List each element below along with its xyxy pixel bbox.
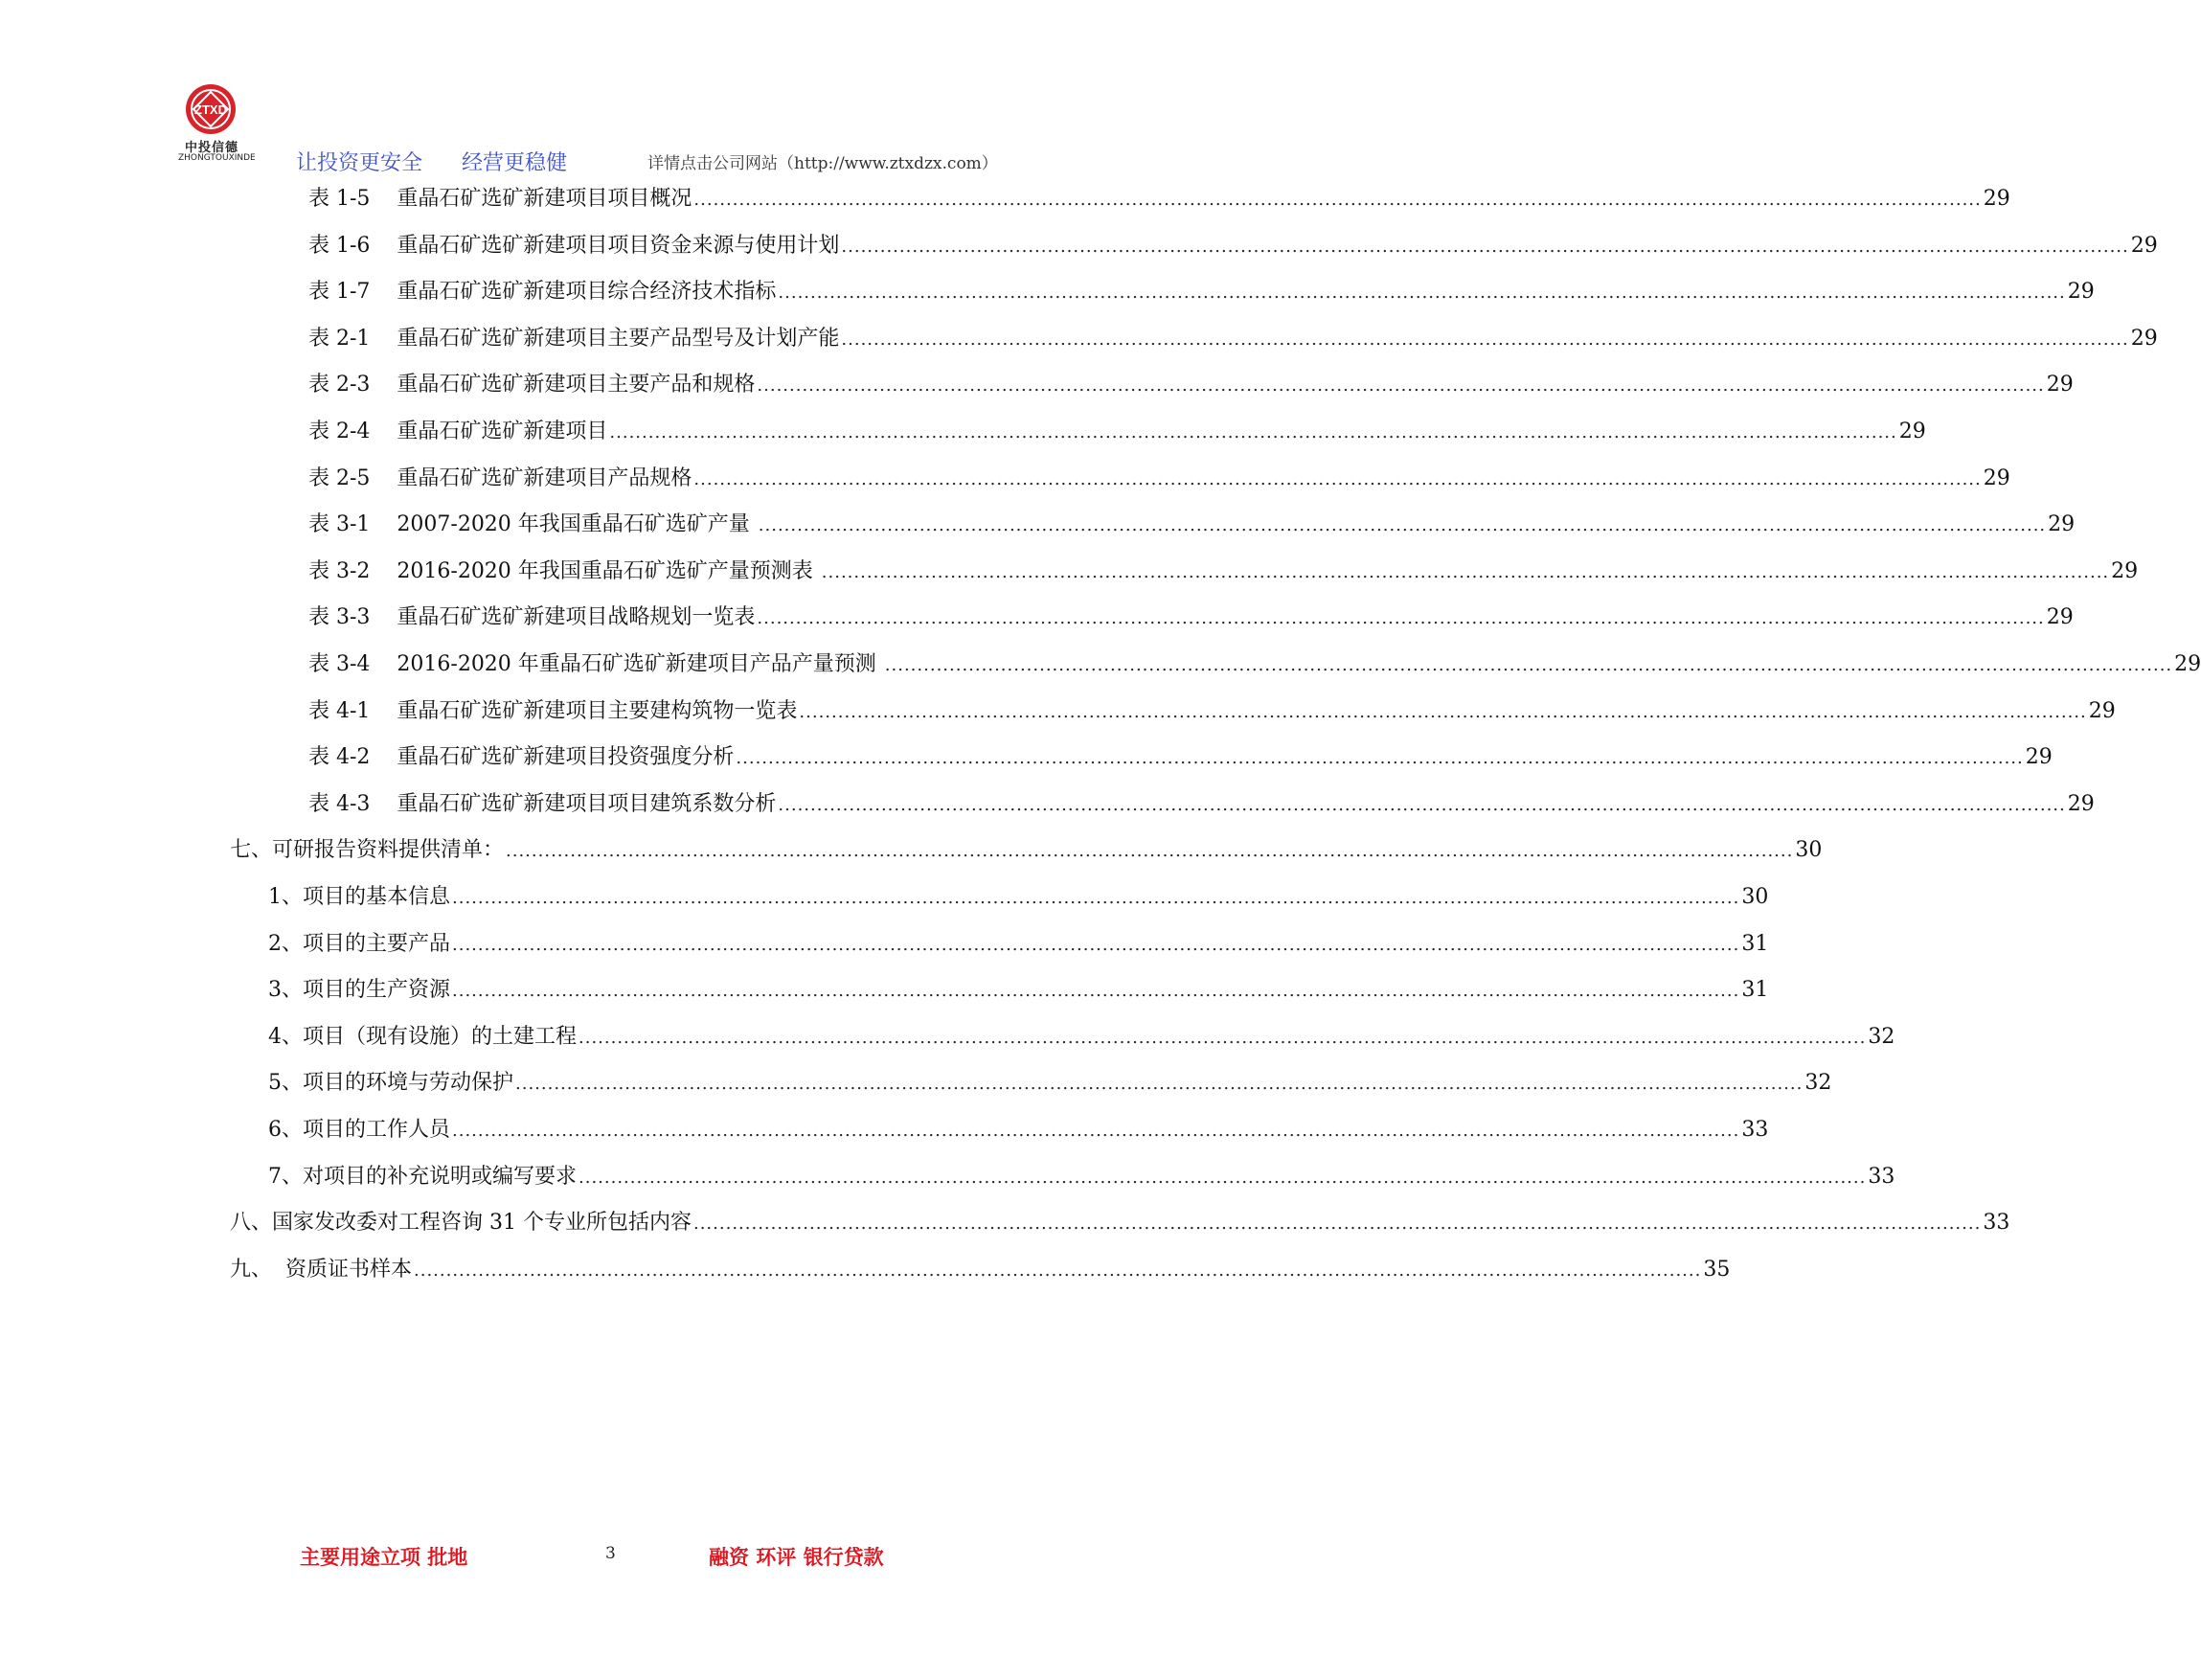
toc-entry[interactable] [268, 1066, 1832, 1096]
toc-entry-page: 31 [1741, 978, 1769, 1003]
toc-entry-page: 31 [1741, 931, 1769, 956]
footer-right: 融资 环评 银行贷款 [709, 1546, 884, 1569]
toc-entry-label: 表 4-2 重晶石矿选矿新建项目投资强度分析 [308, 745, 735, 770]
toc-entry-label: 表 4-3 重晶石矿选矿新建项目项目建筑系数分析 [308, 791, 777, 816]
toc-entry[interactable] [308, 740, 2053, 770]
toc-leader-dots: ........................................................................................................................................................................................................ [452, 1121, 1740, 1141]
toc-leader-dots: ........................................................................................................................................................................................................ [757, 375, 2045, 397]
toc-entry-label: 表 3-2 2016-2020 年我国重晶石矿选矿产量预测表 [308, 558, 820, 583]
toc-leader-dots: ........................................................................................................................................................................................................ [799, 701, 2087, 722]
toc-leader-dots: ........................................................................................................................................................................................................ [452, 934, 1740, 955]
toc-leader-dots: ........................................................................................................................................................................................................ [841, 329, 2129, 350]
toc-leader-dots: ........................................................................................................................................................................................................ [821, 561, 2110, 582]
logo-en-name: ZHONGTOUXINDE [178, 153, 256, 163]
toc-leader-dots: ........................................................................................................................................................................................................ [758, 515, 2047, 536]
toc-entry-label: 表 3-3 重晶石矿选矿新建项目战略规划一览表 [308, 605, 756, 630]
toc-entry-page: 32 [1804, 1071, 1832, 1096]
toc-entry[interactable] [230, 833, 1823, 863]
toc-entry-label: 表 1-7 重晶石矿选矿新建项目综合经济技术指标 [308, 280, 777, 305]
toc-entry-page: 29 [2130, 233, 2158, 258]
toc-entry-label: 1、项目的基本信息 [268, 885, 450, 909]
toc-leader-dots: ........................................................................................................................................................................................................ [778, 794, 2066, 815]
toc-entry[interactable] [308, 415, 1926, 443]
toc-leader-dots: ........................................................................................................................................................................................................ [778, 283, 2066, 304]
toc-entry[interactable] [308, 368, 2074, 397]
toc-entry[interactable] [308, 322, 2158, 351]
toc-entry[interactable] [268, 927, 1769, 956]
toc-entry-label: 4、项目（现有设施）的土建工程 [268, 1024, 577, 1049]
toc-entry-page: 29 [2046, 605, 2074, 630]
toc-entry-page: 29 [2046, 373, 2074, 397]
toc-entry-label: 表 1-5 重晶石矿选矿新建项目项目概况 [308, 187, 692, 211]
toc-entry[interactable] [308, 182, 2010, 211]
toc-leader-dots: ........................................................................................................................................................................................................ [452, 888, 1740, 908]
toc-entry-page: 29 [2174, 652, 2201, 676]
toc-entry-page: 33 [1983, 1211, 2010, 1236]
toc-entry[interactable] [268, 1020, 1895, 1049]
toc-entry[interactable] [308, 275, 2095, 305]
toc-entry-page: 35 [1703, 1257, 1731, 1282]
toc-entry[interactable] [308, 601, 2074, 630]
toc-entry-label: 7、对项目的补充说明或编写要求 [268, 1164, 577, 1189]
website-link[interactable]: 详情点击公司网站（http://www.ztxdzx.com） [647, 154, 998, 173]
toc-entry-label: 表 2-1 重晶石矿选矿新建项目主要产品型号及计划产能 [308, 326, 840, 351]
toc-entry-page: 29 [2088, 698, 2116, 723]
toc-entry-page: 33 [1868, 1164, 1895, 1189]
toc-leader-dots: ........................................................................................................................................................................................................ [414, 1260, 1702, 1281]
toc-entry-label: 表 3-1 2007-2020 年我国重晶石矿选矿产量 [308, 512, 757, 537]
toc-entry-page: 29 [2130, 326, 2158, 351]
toc-leader-dots: ........................................................................................................................................................................................................ [692, 1214, 1982, 1235]
toc-entry[interactable] [230, 1206, 2010, 1236]
toc-entry-page: 33 [1741, 1118, 1769, 1142]
toc-entry-page: 30 [1741, 885, 1769, 909]
toc-entry-page: 29 [2067, 280, 2095, 305]
logo-mark: ZTXD [194, 102, 227, 117]
toc-entry[interactable] [308, 229, 2158, 258]
toc-entry-page: 29 [2067, 791, 2095, 816]
logo-caption [178, 141, 256, 163]
toc-leader-dots: ........................................................................................................................................................................................................ [736, 748, 2024, 769]
toc-entry-page: 29 [1898, 420, 1926, 443]
toc-leader-dots: ........................................................................................................................................................................................................ [506, 841, 1794, 862]
toc-entry-label: 八、国家发改委对工程咨询 31 个专业所包括内容 [230, 1211, 692, 1236]
toc-entry-label: 2、项目的主要产品 [268, 931, 450, 956]
toc-leader-dots: ........................................................................................................................................................................................................ [579, 1167, 1867, 1188]
toc-leader-dots: ........................................................................................................................................................................................................ [693, 190, 1982, 210]
toc-entry[interactable] [268, 880, 1769, 909]
toc-leader-dots: ........................................................................................................................................................................................................ [515, 1074, 1804, 1095]
toc-leader-dots: ........................................................................................................................................................................................................ [841, 236, 2129, 257]
toc-leader-dots: ........................................................................................................................................................................................................ [579, 1027, 1867, 1048]
toc-entry-page: 29 [1983, 465, 2010, 490]
toc-entry-label: 表 4-1 重晶石矿选矿新建项目主要建构筑物一览表 [308, 698, 798, 723]
toc-entry[interactable] [268, 1160, 1895, 1189]
toc-entry-label: 表 2-5 重晶石矿选矿新建项目产品规格 [308, 465, 692, 490]
toc-entry[interactable] [308, 555, 2139, 583]
toc-entry[interactable] [230, 1253, 1731, 1282]
toc-leader-dots: ........................................................................................................................................................................................................ [452, 981, 1740, 1002]
toc-entry[interactable] [308, 462, 2010, 490]
toc-entry-label: 表 1-6 重晶石矿选矿新建项目项目资金来源与使用计划 [308, 233, 840, 258]
toc-leader-dots: ........................................................................................................................................................................................................ [693, 468, 1982, 489]
toc-entry[interactable] [308, 647, 2201, 676]
toc-entry[interactable] [268, 1113, 1769, 1142]
toc-leader-dots: ........................................................................................................................................................................................................ [757, 608, 2045, 629]
toc-entry[interactable] [308, 787, 2095, 816]
slogan-left: 让投资更安全 [296, 151, 423, 175]
toc-entry-page: 30 [1795, 838, 1823, 863]
footer-left: 主要用途立项 批地 [300, 1546, 468, 1569]
toc-entry-page: 29 [2048, 512, 2076, 537]
toc-leader-dots: ........................................................................................................................................................................................................ [609, 422, 1897, 443]
toc-entry-label: 七、可研报告资料提供清单： [230, 838, 505, 863]
page-number: 3 [605, 1544, 616, 1563]
toc-entry-label: 表 2-3 重晶石矿选矿新建项目主要产品和规格 [308, 373, 756, 397]
toc-entry-label: 表 2-4 重晶石矿选矿新建项目 [308, 420, 608, 443]
toc-entry[interactable] [268, 973, 1769, 1003]
toc-entry-page: 29 [2025, 745, 2053, 770]
toc-entry-label: 3、项目的生产资源 [268, 978, 450, 1003]
toc-leader-dots: ........................................................................................................................................................................................................ [884, 655, 2173, 675]
toc-entry-label: 九、 资质证书样本 [230, 1257, 412, 1282]
toc-entry-label: 6、项目的工作人员 [268, 1118, 450, 1142]
toc-entry[interactable] [308, 694, 2116, 723]
logo-cn-name: 中投信德 [184, 141, 238, 155]
toc-entry-page: 29 [1983, 187, 2010, 211]
toc-entry-label: 表 3-4 2016-2020 年重晶石矿选矿新建项目产品产量预测 [308, 652, 883, 676]
slogan-right: 经营更稳健 [462, 151, 568, 175]
toc-entry-label: 5、项目的环境与劳动保护 [268, 1071, 513, 1096]
toc-entry-page: 32 [1868, 1024, 1895, 1049]
toc-entry-page: 29 [2111, 558, 2139, 583]
toc-entry[interactable] [308, 508, 2076, 537]
